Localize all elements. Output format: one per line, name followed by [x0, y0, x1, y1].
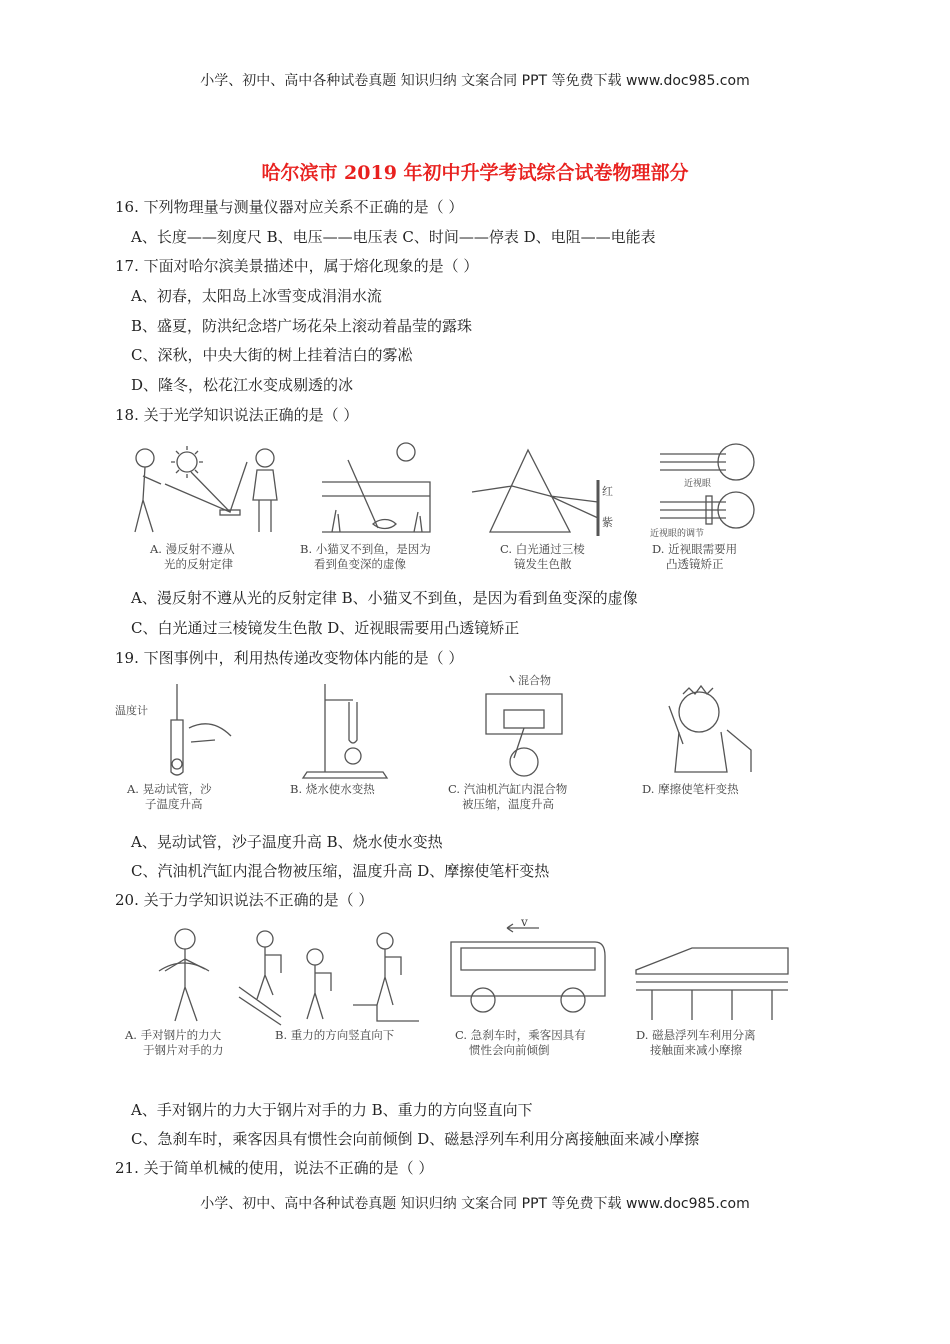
q19-figure-b	[295, 680, 405, 780]
q20-caption-b: B. 重力的方向竖直向下	[275, 1028, 395, 1042]
q18-fig-red-label: 红	[602, 485, 613, 498]
q20-caption-a: A. 手对钢片的力大 于钢片对手的力	[125, 1028, 224, 1057]
q17-option-d: D、隆冬，松花江水变成剔透的冰	[131, 376, 354, 394]
q17-stem: 17. 下面对哈尔滨美景描述中，属于熔化现象的是（ ）	[115, 257, 479, 275]
q18-caption-b: B. 小猫叉不到鱼，是因为 看到鱼变深的虚像	[300, 542, 431, 571]
q18-figure-c	[470, 440, 630, 540]
q17-option-a: A、初春，太阳岛上冰雪变成涓涓水流	[131, 287, 382, 305]
q18-stem: 18. 关于光学知识说法正确的是（ ）	[115, 406, 359, 424]
q19-caption-a: A. 晃动试管，沙 子温度升高	[127, 782, 212, 811]
q18-fig-myopia-fix-label: 近视眼的调节	[650, 529, 705, 539]
q19-figure-c	[460, 670, 600, 782]
q20-stem: 20. 关于力学知识说法不正确的是（ ）	[115, 891, 374, 909]
q19-figure-d	[655, 680, 765, 780]
q20-fig-velocity-label: v	[521, 915, 528, 929]
q19-figure-a	[115, 680, 245, 780]
q18-options-row1: A、漫反射不遵从光的反射定律 B、小猫叉不到鱼，是因为看到鱼变深的虚像	[131, 589, 638, 607]
q19-options-row2: C、汽油机汽缸内混合物被压缩，温度升高 D、摩擦使笔杆变热	[131, 862, 550, 880]
q20-options-row1: A、手对钢片的力大于钢片对手的力 B、重力的方向竖直向下	[131, 1101, 533, 1119]
q20-figure-a	[145, 925, 235, 1025]
q17-option-c: C、深秋，中央大街的树上挂着洁白的雾凇	[131, 346, 413, 364]
q19-caption-c: C. 汽油机汽缸内混合物 被压缩，温度升高	[448, 782, 568, 811]
q17-option-b: B、盛夏，防洪纪念塔广场花朵上滚动着晶莹的露珠	[131, 317, 473, 335]
q20-caption-d: D. 磁悬浮列车利用分离 接触面来减小摩擦	[636, 1028, 756, 1057]
q18-fig-purple-label: 紫	[602, 516, 613, 529]
q19-fig-mixture-label: 混合物	[518, 674, 551, 687]
q20-figure-c	[445, 912, 610, 1024]
q20-figure-b	[235, 925, 420, 1025]
q18-figure-d	[648, 440, 768, 540]
q18-figure-a	[125, 440, 295, 540]
page-header: 小学、初中、高中各种试卷真题 知识归纳 文案合同 PPT 等免费下载 www.doc985.com	[200, 73, 750, 89]
page-title: 哈尔滨市 2019 年初中升学考试综合试卷物理部分	[261, 162, 689, 184]
q19-stem: 19. 下图事例中，利用热传递改变物体内能的是（ ）	[115, 649, 464, 667]
q19-caption-b: B. 烧水使水变热	[290, 782, 375, 796]
q18-fig-myopia-label: 近视眼	[684, 479, 712, 489]
q16-options: A、长度——刻度尺 B、电压——电压表 C、时间——停表 D、电阻——电能表	[131, 228, 656, 246]
q20-caption-c: C. 急刹车时，乘客因具有 惯性会向前倾倒	[455, 1028, 586, 1057]
q20-figure-d	[632, 930, 792, 1022]
q18-caption-c: C. 白光通过三棱 镜发生色散	[500, 542, 585, 571]
q18-options-row2: C、白光通过三棱镜发生色散 D、近视眼需要用凸透镜矫正	[131, 619, 520, 637]
q19-options-row1: A、晃动试管，沙子温度升高 B、烧水使水变热	[131, 833, 443, 851]
q16-stem: 16. 下列物理量与测量仪器对应关系不正确的是（ ）	[115, 198, 464, 216]
q19-caption-d: D. 摩擦使笔杆变热	[642, 782, 739, 796]
q18-figure-b	[318, 440, 433, 540]
q21-stem: 21. 关于简单机械的使用，说法不正确的是（ ）	[115, 1159, 434, 1177]
q20-options-row2: C、急刹车时，乘客因具有惯性会向前倾倒 D、磁悬浮列车利用分离接触面来减小摩擦	[131, 1130, 700, 1148]
page-footer: 小学、初中、高中各种试卷真题 知识归纳 文案合同 PPT 等免费下载 www.doc985.com	[200, 1196, 750, 1212]
q19-fig-thermometer-label: 温度计	[115, 704, 148, 717]
q18-caption-a: A. 漫反射不遵从 光的反射定律	[150, 542, 235, 571]
q18-caption-d: D. 近视眼需要用 凸透镜矫正	[652, 542, 738, 571]
